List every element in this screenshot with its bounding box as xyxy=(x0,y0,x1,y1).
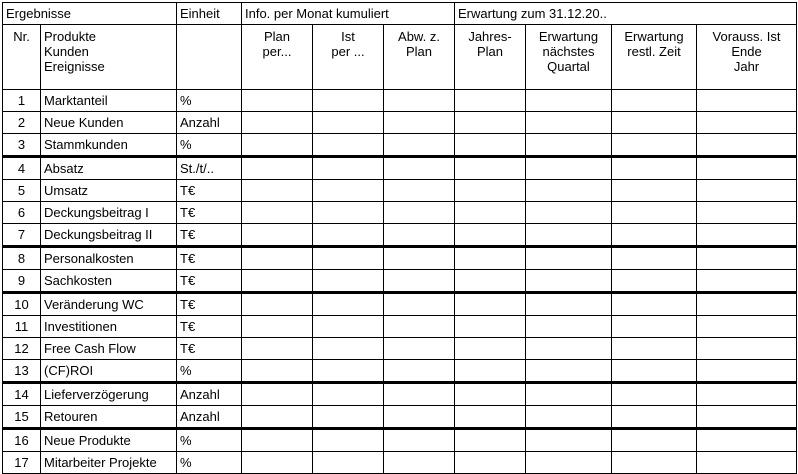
value-cell[interactable] xyxy=(384,293,455,316)
value-cell[interactable] xyxy=(612,157,697,180)
value-cell[interactable] xyxy=(612,360,697,383)
value-cell[interactable] xyxy=(526,224,612,247)
value-cell[interactable] xyxy=(697,180,797,202)
row-number: 16 xyxy=(3,429,41,452)
row-unit: T€ xyxy=(177,202,242,224)
table-row xyxy=(3,202,797,224)
value-cell[interactable] xyxy=(612,406,697,429)
row-label: Umsatz xyxy=(41,180,177,202)
row-label: Sachkosten xyxy=(41,270,177,293)
value-cell[interactable] xyxy=(455,180,526,202)
value-cell[interactable] xyxy=(455,134,526,157)
row-unit: Anzahl xyxy=(177,383,242,406)
value-cell[interactable] xyxy=(612,383,697,406)
row-unit: Anzahl xyxy=(177,406,242,429)
value-cell[interactable] xyxy=(526,112,612,134)
row-number: 14 xyxy=(3,383,41,406)
table-row xyxy=(3,383,797,406)
header-row-top xyxy=(3,3,797,25)
value-cell[interactable] xyxy=(697,134,797,157)
value-cell[interactable] xyxy=(384,157,455,180)
table-row xyxy=(3,134,797,157)
value-cell[interactable] xyxy=(612,112,697,134)
value-cell[interactable] xyxy=(697,360,797,383)
expectation-header: Erwartung zum 31.12.20.. xyxy=(455,3,797,25)
value-cell[interactable] xyxy=(455,247,526,270)
value-cell[interactable] xyxy=(526,247,612,270)
value-cell[interactable] xyxy=(313,90,384,112)
value-cell[interactable] xyxy=(612,293,697,316)
value-cell[interactable] xyxy=(384,202,455,224)
value-cell[interactable] xyxy=(384,360,455,383)
value-cell[interactable] xyxy=(612,224,697,247)
row-label: Deckungsbeitrag I xyxy=(41,202,177,224)
value-cell[interactable] xyxy=(313,360,384,383)
value-cell[interactable] xyxy=(697,316,797,338)
ist-header-line: Ist xyxy=(341,29,355,44)
plan-header xyxy=(242,25,313,90)
value-cell[interactable] xyxy=(242,134,313,157)
row-unit: % xyxy=(177,90,242,112)
value-cell[interactable] xyxy=(242,293,313,316)
row-unit: T€ xyxy=(177,224,242,247)
vorauss-header-line: Jahr xyxy=(733,59,760,74)
row-label: Deckungsbeitrag II xyxy=(41,224,177,247)
table-row xyxy=(3,316,797,338)
row-number: 7 xyxy=(3,224,41,247)
label-header-line: Kunden xyxy=(44,44,89,59)
value-cell[interactable] xyxy=(697,293,797,316)
value-cell[interactable] xyxy=(384,406,455,429)
restl-header xyxy=(612,25,697,90)
value-cell[interactable] xyxy=(242,202,313,224)
label-header-line: Produkte xyxy=(44,29,97,44)
results-table xyxy=(2,2,797,474)
value-cell[interactable] xyxy=(526,293,612,316)
vorauss-header-line: Ende xyxy=(731,44,762,59)
table-row xyxy=(3,157,797,180)
value-cell[interactable] xyxy=(612,429,697,452)
value-cell[interactable] xyxy=(313,338,384,360)
value-cell[interactable] xyxy=(455,224,526,247)
value-cell[interactable] xyxy=(455,452,526,474)
value-cell[interactable] xyxy=(455,316,526,338)
restl-header-line: Erwartung xyxy=(624,29,684,44)
value-cell[interactable] xyxy=(697,406,797,429)
row-label: Retouren xyxy=(41,406,177,429)
row-unit: St./t/.. xyxy=(177,157,242,180)
results-header: Ergebnisse xyxy=(3,3,177,25)
row-unit: T€ xyxy=(177,293,242,316)
row-label: (CF)ROI xyxy=(41,360,177,383)
unit-sub-header xyxy=(177,25,242,90)
row-number: 13 xyxy=(3,360,41,383)
value-cell[interactable] xyxy=(697,383,797,406)
value-cell[interactable] xyxy=(697,452,797,474)
table-row xyxy=(3,452,797,474)
value-cell[interactable] xyxy=(313,293,384,316)
value-cell[interactable] xyxy=(455,270,526,293)
value-cell[interactable] xyxy=(455,157,526,180)
value-cell[interactable] xyxy=(697,247,797,270)
plan-header-line: per... xyxy=(262,44,292,59)
row-label: Neue Produkte xyxy=(41,429,177,452)
value-cell[interactable] xyxy=(612,90,697,112)
value-cell[interactable] xyxy=(526,360,612,383)
value-cell[interactable] xyxy=(612,180,697,202)
value-cell[interactable] xyxy=(384,429,455,452)
monthly-header: Info. per Monat kumuliert xyxy=(242,3,455,25)
value-cell[interactable] xyxy=(384,383,455,406)
row-number: 2 xyxy=(3,112,41,134)
abw-header-line: Abw. z. xyxy=(398,29,440,44)
row-number: 3 xyxy=(3,134,41,157)
table-row xyxy=(3,180,797,202)
value-cell[interactable] xyxy=(313,452,384,474)
value-cell[interactable] xyxy=(455,112,526,134)
row-label: Mitarbeiter Projekte xyxy=(41,452,177,474)
value-cell[interactable] xyxy=(313,429,384,452)
vorauss-header xyxy=(697,25,797,90)
value-cell[interactable] xyxy=(313,134,384,157)
value-cell[interactable] xyxy=(526,202,612,224)
quartal-header-line: Quartal xyxy=(547,59,590,74)
value-cell[interactable] xyxy=(242,112,313,134)
row-number: 9 xyxy=(3,270,41,293)
row-label: Neue Kunden xyxy=(41,112,177,134)
value-cell[interactable] xyxy=(313,383,384,406)
row-label: Stammkunden xyxy=(41,134,177,157)
value-cell[interactable] xyxy=(526,383,612,406)
unit-header: Einheit xyxy=(177,3,242,25)
table-row xyxy=(3,270,797,293)
value-cell[interactable] xyxy=(242,316,313,338)
row-number: 15 xyxy=(3,406,41,429)
value-cell[interactable] xyxy=(526,338,612,360)
row-number: 6 xyxy=(3,202,41,224)
table-row xyxy=(3,406,797,429)
value-cell[interactable] xyxy=(526,180,612,202)
label-header-line: Ereignisse xyxy=(44,59,105,74)
value-cell[interactable] xyxy=(697,429,797,452)
table-row xyxy=(3,90,797,112)
value-cell[interactable] xyxy=(455,202,526,224)
row-unit: T€ xyxy=(177,338,242,360)
value-cell[interactable] xyxy=(526,270,612,293)
value-cell[interactable] xyxy=(526,452,612,474)
value-cell[interactable] xyxy=(384,270,455,293)
value-cell[interactable] xyxy=(242,338,313,360)
row-label: Free Cash Flow xyxy=(41,338,177,360)
value-cell[interactable] xyxy=(697,157,797,180)
value-cell[interactable] xyxy=(612,247,697,270)
value-cell[interactable] xyxy=(526,406,612,429)
value-cell[interactable] xyxy=(526,316,612,338)
label-header xyxy=(41,25,177,90)
value-cell[interactable] xyxy=(526,90,612,112)
value-cell[interactable] xyxy=(313,316,384,338)
value-cell[interactable] xyxy=(697,224,797,247)
value-cell[interactable] xyxy=(384,112,455,134)
row-unit: % xyxy=(177,429,242,452)
table-row xyxy=(3,360,797,383)
row-number: 5 xyxy=(3,180,41,202)
table-row xyxy=(3,293,797,316)
table-row xyxy=(3,338,797,360)
ist-header xyxy=(313,25,384,90)
value-cell[interactable] xyxy=(313,406,384,429)
jahres-header-line: Plan xyxy=(476,44,504,59)
value-cell[interactable] xyxy=(242,406,313,429)
value-cell[interactable] xyxy=(455,429,526,452)
value-cell[interactable] xyxy=(384,452,455,474)
value-cell[interactable] xyxy=(455,383,526,406)
table-row xyxy=(3,429,797,452)
value-cell[interactable] xyxy=(384,247,455,270)
row-unit: T€ xyxy=(177,180,242,202)
table-row xyxy=(3,112,797,134)
value-cell[interactable] xyxy=(242,270,313,293)
value-cell[interactable] xyxy=(313,112,384,134)
value-cell[interactable] xyxy=(313,157,384,180)
value-cell[interactable] xyxy=(455,293,526,316)
row-unit: T€ xyxy=(177,270,242,293)
value-cell[interactable] xyxy=(313,270,384,293)
row-label: Veränderung WC xyxy=(41,293,177,316)
restl-header-line: restl. Zeit xyxy=(627,44,681,59)
row-unit: T€ xyxy=(177,247,242,270)
row-label: Lieferverzögerung xyxy=(41,383,177,406)
value-cell[interactable] xyxy=(242,452,313,474)
plan-header-line: Plan xyxy=(263,29,291,44)
value-cell[interactable] xyxy=(313,224,384,247)
value-cell[interactable] xyxy=(526,157,612,180)
value-cell[interactable] xyxy=(697,338,797,360)
row-unit: T€ xyxy=(177,316,242,338)
value-cell[interactable] xyxy=(612,134,697,157)
row-number: 12 xyxy=(3,338,41,360)
abw-header xyxy=(384,25,455,90)
abw-header-line: Plan xyxy=(405,44,433,59)
value-cell[interactable] xyxy=(384,316,455,338)
value-cell[interactable] xyxy=(526,429,612,452)
jahres-header xyxy=(455,25,526,90)
row-number: 4 xyxy=(3,157,41,180)
value-cell[interactable] xyxy=(384,224,455,247)
value-cell[interactable] xyxy=(313,180,384,202)
value-cell[interactable] xyxy=(697,270,797,293)
nr-header: Nr. xyxy=(3,25,41,90)
row-label: Absatz xyxy=(41,157,177,180)
row-number: 8 xyxy=(3,247,41,270)
row-unit: % xyxy=(177,452,242,474)
vorauss-header-line: Vorauss. Ist xyxy=(712,29,781,44)
value-cell[interactable] xyxy=(242,90,313,112)
row-number: 11 xyxy=(3,316,41,338)
table-row xyxy=(3,224,797,247)
value-cell[interactable] xyxy=(242,429,313,452)
value-cell[interactable] xyxy=(526,134,612,157)
quartal-header-line: nächstes xyxy=(542,44,595,59)
row-label: Investitionen xyxy=(41,316,177,338)
value-cell[interactable] xyxy=(313,247,384,270)
value-cell[interactable] xyxy=(313,202,384,224)
quartal-header-line: Erwartung xyxy=(538,29,599,44)
value-cell[interactable] xyxy=(455,90,526,112)
row-label: Marktanteil xyxy=(41,90,177,112)
quartal-header xyxy=(526,25,612,90)
value-cell[interactable] xyxy=(384,338,455,360)
value-cell[interactable] xyxy=(384,90,455,112)
value-cell[interactable] xyxy=(242,383,313,406)
row-unit: % xyxy=(177,134,242,157)
value-cell[interactable] xyxy=(455,406,526,429)
row-unit: % xyxy=(177,360,242,383)
value-cell[interactable] xyxy=(697,90,797,112)
row-number: 10 xyxy=(3,293,41,316)
header-row-sub xyxy=(3,25,797,90)
value-cell[interactable] xyxy=(242,180,313,202)
row-number: 1 xyxy=(3,90,41,112)
value-cell[interactable] xyxy=(612,202,697,224)
ist-header-line: per ... xyxy=(331,44,365,59)
value-cell[interactable] xyxy=(697,202,797,224)
jahres-header-line: Jahres- xyxy=(468,29,512,44)
value-cell[interactable] xyxy=(612,452,697,474)
row-label: Personalkosten xyxy=(41,247,177,270)
row-number: 17 xyxy=(3,452,41,474)
value-cell[interactable] xyxy=(384,180,455,202)
value-cell[interactable] xyxy=(612,270,697,293)
value-cell[interactable] xyxy=(242,224,313,247)
value-cell[interactable] xyxy=(242,157,313,180)
value-cell[interactable] xyxy=(455,338,526,360)
value-cell[interactable] xyxy=(242,360,313,383)
table-row xyxy=(3,247,797,270)
value-cell[interactable] xyxy=(612,316,697,338)
value-cell[interactable] xyxy=(384,134,455,157)
row-unit: Anzahl xyxy=(177,112,242,134)
value-cell[interactable] xyxy=(697,112,797,134)
value-cell[interactable] xyxy=(612,338,697,360)
value-cell[interactable] xyxy=(455,360,526,383)
value-cell[interactable] xyxy=(242,247,313,270)
